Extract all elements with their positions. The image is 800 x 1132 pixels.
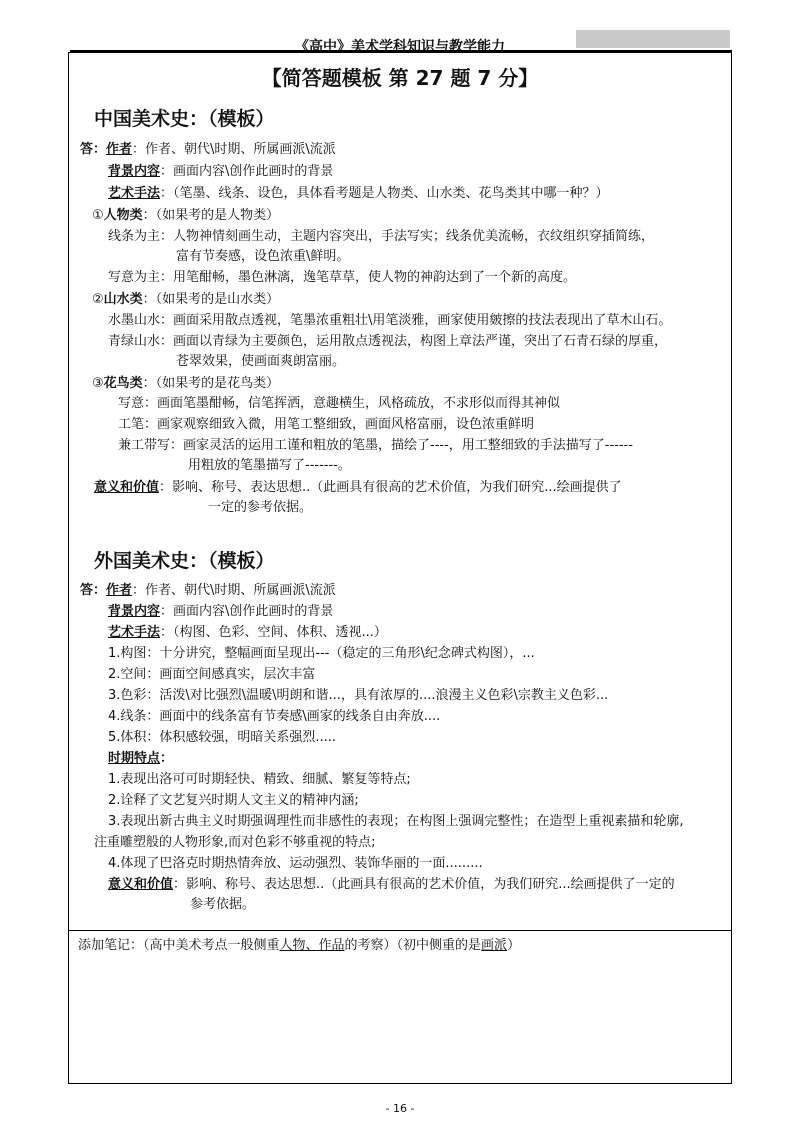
cn-figure-line3: 写意为主：用笔酣畅，墨色淋漓，逸笔草草，使人物的神韵达到了一个新的高度。	[108, 270, 577, 285]
west-author-text: ：作者、朝代\时期、所属画派\流派	[132, 583, 336, 598]
west-bg-line	[108, 604, 333, 620]
cn-value-line2: 一定的参考依据。	[208, 500, 313, 515]
west-period-label: 时期特点	[108, 751, 161, 766]
cn-value-line	[94, 480, 622, 496]
notes-underlined-1: 人物、作品	[279, 938, 345, 953]
cn-value-text: ：影响、称号、表达思想..（此画具有很高的艺术价值，为我们研究...绘画提供了	[159, 480, 622, 495]
cn-bird-num: ③	[92, 376, 104, 391]
west-tech-item: 2.空间：画面空间感真实，层次丰富	[108, 667, 316, 682]
cn-landscape-note: ：（如果考的是山水类）	[142, 292, 280, 307]
west-tech-item: 4.线条：画面中的线条富有节奏感\画家的线条自由奔放....	[108, 709, 441, 724]
cn-tech-line	[108, 186, 609, 202]
banner-title: 【简答题模板 第 27 题 7 分】	[261, 66, 539, 90]
west-period-heading	[108, 751, 173, 767]
west-period-item: 1.表现出洛可可时期轻快、精致、细腻、繁复等特点;	[108, 772, 411, 787]
cn-tech-text: ：（笔墨、线条、设色，具体看考题是人物类、山水类、花鸟类其中哪一种？）	[160, 186, 609, 201]
west-value-line	[108, 877, 675, 893]
west-bg-label: 背景内容	[108, 604, 161, 619]
notes-underlined-2: 画派	[481, 938, 508, 953]
cn-figure-num: ①	[92, 208, 104, 223]
cn-value-label: 意义和价值	[94, 480, 160, 495]
west-tech-label: 艺术手法	[108, 625, 161, 640]
notes-divider	[68, 930, 732, 931]
notes-middle: 的考察）（初中侧重的是	[344, 938, 482, 953]
cn-bg-line	[108, 164, 333, 180]
cn-bird-line3: 兼工带写：画家灵活的运用工谨和粗放的笔墨，描绘了----，用工整细致的手法描写了------	[118, 438, 633, 453]
cn-landscape-num: ②	[92, 292, 104, 307]
west-period-colon: ：	[160, 751, 174, 766]
notes-prefix: 添加笔记：（高中美术考点一般侧重	[78, 938, 280, 953]
cn-bird-heading	[92, 376, 279, 392]
cn-figure-line1: 线条为主：人物神情刻画生动，主题内容突出，手法写实；线条优美流畅，衣纹组织穿插简练，	[108, 229, 655, 244]
cn-bg-label: 背景内容	[108, 164, 161, 179]
cn-bird-line2: 工笔：画家观察细致入微，用笔工整细致，画面风格富丽，设色浓重鲜明	[118, 417, 535, 432]
west-tech-text: ：（构图、色彩、空间、体积、透视...）	[160, 625, 387, 640]
cn-bg-text: ：画面内容\创作此画时的背景	[160, 164, 334, 179]
west-tech-item: 3.色彩：活泼\对比强烈\温暖\明朗和谐...，具有浓厚的....浪漫主义色彩\宗教主义色彩...	[108, 688, 609, 703]
header-title: 《高中》美术学科知识与教学能力	[295, 39, 505, 55]
west-period-item: 注重雕塑般的人物形象,而对色彩不够重视的特点;	[94, 835, 376, 850]
cn-landscape-line2: 青绿山水：画面以青绿为主要颜色，运用散点透视法，构图上章法严谨，突出了石青石绿的厚重，	[108, 334, 668, 349]
cn-author-label: 作者	[106, 142, 133, 157]
cn-tech-label: 艺术手法	[108, 186, 161, 201]
west-period-item: 3.表现出新古典主义时期强调理性而非感性的表现；在构图上强调完整性；在造型上重视素描和轮廓,	[108, 814, 684, 829]
cn-figure-label: 人物类	[103, 208, 143, 223]
cn-bird-line1: 写意：画面笔墨酣畅，信笔挥洒，意趣横生，风格疏放，不求形似而得其神似	[118, 396, 561, 411]
west-period-item: 2.诠释了文艺复兴时期人文主义的精神内涵;	[108, 793, 359, 808]
west-heading: 外国美术史：（模板）	[94, 550, 275, 572]
cn-author-line	[80, 142, 336, 158]
cn-heading: 中国美术史：（模板）	[94, 108, 275, 130]
cn-landscape-heading	[92, 292, 279, 308]
west-value-text: ：影响、称号、表达思想..（此画具有很高的艺术价值，为我们研究...绘画提供了一定的	[173, 877, 675, 892]
cn-answer-label: 答：	[80, 142, 107, 157]
west-period-item: 4.体现了巴洛克时期热情奔放、运动强烈、装饰华丽的一面.........	[108, 856, 483, 871]
west-tech-item: 5.体积：体积感较强，明暗关系强烈.....	[108, 730, 337, 745]
cn-bird-label: 花鸟类	[103, 376, 143, 391]
west-tech-item: 1.构图：十分讲究，整幅画面呈现出---（稳定的三角形\纪念碑式构图），...	[108, 646, 535, 661]
cn-figure-line2: 富有节奏感，设色浓重\鲜明。	[176, 249, 350, 264]
cn-bird-note: ：（如果考的是花鸟类）	[142, 376, 280, 391]
page-number: - 16 -	[385, 1102, 415, 1115]
west-tech-line	[108, 625, 387, 641]
cn-landscape-label: 山水类	[103, 292, 143, 307]
cn-landscape-line1: 水墨山水：画面采用散点透视，笔墨浓重粗壮\用笔淡雅，画家使用皴擦的技法表现出了草木山石。	[108, 313, 672, 328]
notes-line	[78, 938, 520, 954]
west-value-label: 意义和价值	[108, 877, 174, 892]
west-answer-label: 答：	[80, 583, 107, 598]
west-author-line	[80, 583, 336, 599]
cn-landscape-line3: 苍翠效果，使画面爽朗富丽。	[176, 354, 346, 369]
west-author-label: 作者	[106, 583, 133, 598]
west-bg-text: ：画面内容\创作此画时的背景	[160, 604, 334, 619]
cn-figure-note: ：（如果考的是人物类）	[142, 208, 280, 223]
cn-author-text: ：作者、朝代\时期、所属画派\流派	[132, 142, 336, 157]
west-value-line2: 参考依据。	[190, 897, 256, 912]
cn-bird-line4: 用粗放的笔墨描写了-------。	[188, 458, 351, 473]
notes-suffix: ）	[507, 938, 521, 953]
cn-figure-heading	[92, 208, 279, 224]
